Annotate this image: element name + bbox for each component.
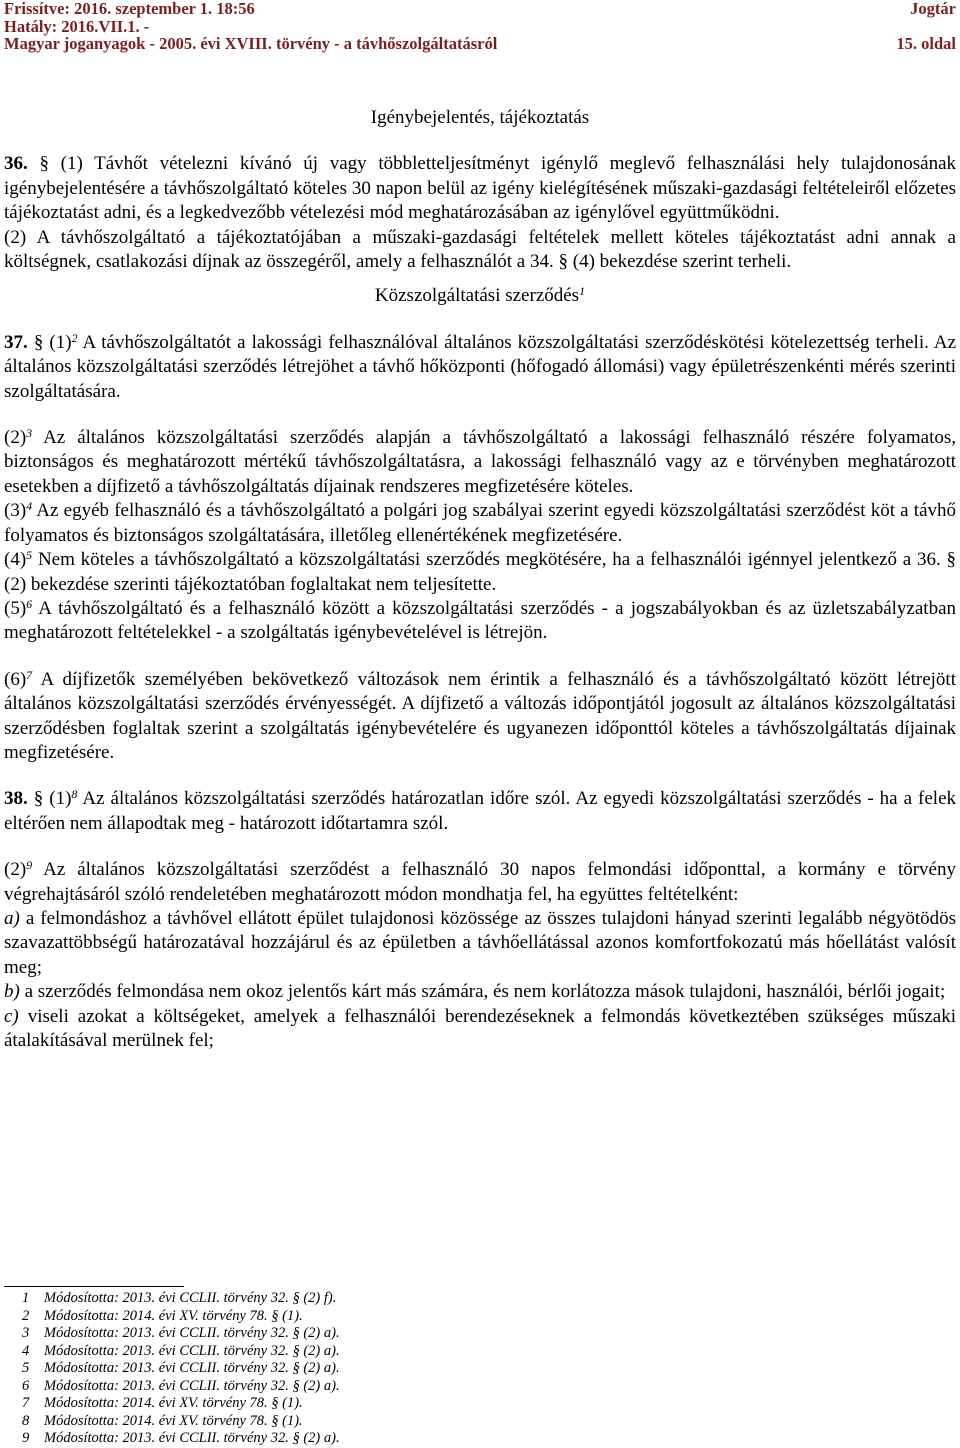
- footnote-text: Módosította: 2014. évi XV. törvény 78. § (1).: [44, 1412, 303, 1429]
- footnote-text: Módosította: 2013. évi CCLII. törvény 32. § (2) a).: [44, 1342, 340, 1359]
- footnotes: [0, 1286, 960, 1448]
- paragraph-38-2: (2)$^9$ Az általános közszolgáltatási szerződést a felhasználó 30 napos felmondási időponttal, a kormány e törvény végrehajtásáról szóló rendeletében meghatározott módon mondhatja fel, ha együttes feltételként:: [4, 858, 956, 905]
- paragraph-37-4: (4)$^5$ Nem köteles a távhőszolgáltató a közszolgáltatási szerződés megkötésére, ha a felhasználói igénnyel jelentkező a 36. § (2) bekezdése szerinti tájékoztatóban foglaltakat nem teljesítette.: [4, 548, 956, 595]
- paragraph-36-2: (2) A távhőszolgáltató a tájékoztatójában a műszaki-gazdasági feltételek mellett köteles tájékoztatást adni annak a költségnek, csatlakozási díjnak az összegéről, amely a felhasználót a 34. § (4) bekezdése szerint terheli.: [4, 226, 956, 273]
- footnote-text: Módosította: 2013. évi CCLII. törvény 32. § (2) a).: [44, 1325, 340, 1341]
- paragraph-38-1: 38. § (1)$^8$ Az általános közszolgáltatási szerződés határozatlan időre szól. Az egyedi közszolgáltatási szerződés - ha a felek eltérően nem állapodtak meg - határozott időtartamra szól.: [4, 787, 957, 834]
- section-number-36: 36.: [4, 153, 28, 175]
- footnote-item: [0, 1343, 960, 1361]
- point-c: c) viseli azokat a költségeket, amelyek a felhasználói berendezéseknek a felmondás következtében szükséges műszaki átalakításával merülnek fel;: [4, 1005, 957, 1051]
- point-b: b) a szerződés felmondása nem okoz jelentős kárt más számára, és nem korlátozza mások tulajdoni, használói, bérlői jogait;: [4, 981, 946, 1003]
- point-a: a) a felmondáshoz a távhővel ellátott épület tulajdonosi közössége az összes tulajdoni hányad szerinti legalább négyötödös szavazattöbbségű határozatával hozzájárul és az épületben a távhőellátással azonos komfortfokozatú más hőellátást valósít meg;: [4, 907, 956, 978]
- footnote-number: 6: [22, 1377, 30, 1394]
- footnote-text: Módosította: 2013. évi CCLII. törvény 32. § (2) a).: [44, 1377, 340, 1394]
- page-number: 15. oldal: [896, 34, 956, 53]
- point-label-c: c): [4, 1005, 19, 1027]
- footnote-number: 3: [22, 1325, 30, 1341]
- section-number-38: 38.: [4, 788, 28, 810]
- paragraph-37-6: (6)$^7$ A díjfizetők személyében bekövetkező változások nem érintik a felhasználó és a távhőszolgáltató között létrejött általános közszolgáltatási szerződés érvényességét. A díjfizető a változás időpontjától jogosult az általános közszolgáltatási szerződésben foglaltak szerint a szolgáltatás igénybevételére és ugyanezen időponttól köteles a távhőszolgáltatás díjainak megfizetésére.: [4, 667, 956, 763]
- footnote-item: [0, 1378, 960, 1396]
- footnote-ref-4[interactable]: 4: [26, 499, 33, 514]
- footnote-item: [0, 1290, 960, 1308]
- footnote-text: Módosította: 2014. évi XV. törvény 78. § (1).: [44, 1395, 303, 1411]
- header-row-1: [4, 0, 956, 18]
- footnote-ref-1[interactable]: 1: [579, 284, 586, 299]
- paragraph-37-5: (5)$^6$ A távhőszolgáltató és a felhasználó között a közszolgáltatási szerződés - a jogszabályokban és az üzletszabályzatban meghatározott feltételekkel - a szolgáltatás igénybevételével is létrejön.: [4, 596, 957, 644]
- paragraph-36-1: 36. § (1) Távhőt vételezni kívánó új vagy többletteljesítményt igénylő meglevő felhasználási hely tulajdonosának igénybejelentésére a távhőszolgáltató köteles 30 napon belül az igény kielégítésének műszaki-gazdasági feltételeiről előzetes tájékoztatást adni, és a legkedvezőbb vételezési mód meghatározásában az igénylővel együttműködni.: [4, 153, 956, 224]
- footnote-ref-2[interactable]: 2: [71, 330, 78, 345]
- footnote-number: 4: [22, 1342, 30, 1359]
- point-label-b: b): [4, 981, 20, 1003]
- footnote-number: 2: [22, 1307, 30, 1324]
- publisher-name: Jogtár: [910, 0, 956, 18]
- paragraph-37-2: (2)$^3$ Az általános közszolgáltatási szerződés alapján a távhőszolgáltató a lakossági felhasználó részére folyamatos, biztonságos és meghatározott mértékű távhőszolgáltatásra, a lakossági felhasználó vagy az e törvényben meghatározott esetekben a díjfizető a távhőszolgáltatás díjainak rendszeres megfizetésére köteles.: [4, 426, 956, 497]
- footnote-number: 7: [22, 1395, 30, 1411]
- header-row-2: [4, 18, 956, 36]
- footnote-number: 5: [22, 1360, 30, 1376]
- footnote-item: [0, 1360, 960, 1378]
- footnote-ref-8[interactable]: 8: [71, 787, 78, 802]
- paragraph-37-3: (3)$^4$ Az egyéb felhasználó és a távhőszolgáltató a polgári jog szabályai szerint egyedi közszolgáltatási szerződést köt a távhő folyamatos és biztonságos szolgáltatására, illetőleg ellenértékének megfizetésére.: [4, 499, 956, 546]
- footnote-item: [0, 1430, 960, 1448]
- section-title-igenybejelentes: Igénybejelentés, tájékoztatás: [370, 107, 590, 128]
- page-header: [4, 0, 956, 53]
- footnote-text: Módosította: 2014. évi XV. törvény 78. § (1).: [44, 1307, 303, 1324]
- section-title-kozszolgaltatasi: Közszolgáltatási szerződés$^1$: [374, 284, 586, 307]
- point-label-a: a): [4, 907, 20, 929]
- header-row-3: [4, 35, 956, 53]
- paragraph-37-1: 37. § (1)$^2$ A távhőszolgáltatót a lakossági felhasználóval általános közszolgáltatási szerződéskötési kötelezettség terheli. Az általános közszolgáltatási szerződés létrejöhet a távhő hőközponti (hőfogadó állomási) vagy épületrészenkénti mérés szerinti szolgáltatására.: [4, 330, 957, 402]
- document-body: [4, 106, 956, 1053]
- footnote-item: [0, 1308, 960, 1326]
- footnote-ref-5[interactable]: 5: [26, 548, 33, 563]
- footnote-divider: [4, 1286, 184, 1287]
- footnote-item: [0, 1395, 960, 1413]
- footnote-number: 9: [22, 1430, 30, 1446]
- footnote-text: Módosította: 2013. évi CCLII. törvény 32. § (2) a).: [44, 1430, 340, 1446]
- footnote-ref-7[interactable]: 7: [26, 667, 33, 682]
- footnote-ref-9[interactable]: 9: [26, 858, 33, 873]
- updated-timestamp: Frissítve: 2016. szeptember 1. 18:56: [4, 0, 255, 18]
- footnote-ref-6[interactable]: 6: [26, 596, 33, 611]
- footnote-list: [0, 1290, 960, 1448]
- effective-date: Hatály: 2016.VII.1. -: [4, 16, 150, 36]
- footnote-item: [0, 1325, 960, 1343]
- section-number-37: 37.: [4, 331, 28, 353]
- footnote-ref-3[interactable]: 3: [26, 426, 33, 441]
- footnote-number: 8: [22, 1412, 30, 1429]
- footnote-item: [0, 1413, 960, 1431]
- footnote-number: 1: [22, 1290, 30, 1306]
- footnote-text: Módosította: 2013. évi CCLII. törvény 32. § (2) a).: [44, 1360, 340, 1376]
- document-title: Magyar joganyagok - 2005. évi XVIII. törvény - a távhőszolgáltatásról: [4, 34, 498, 53]
- footnote-text: Módosította: 2013. évi CCLII. törvény 32. § (2) f).: [44, 1290, 337, 1306]
